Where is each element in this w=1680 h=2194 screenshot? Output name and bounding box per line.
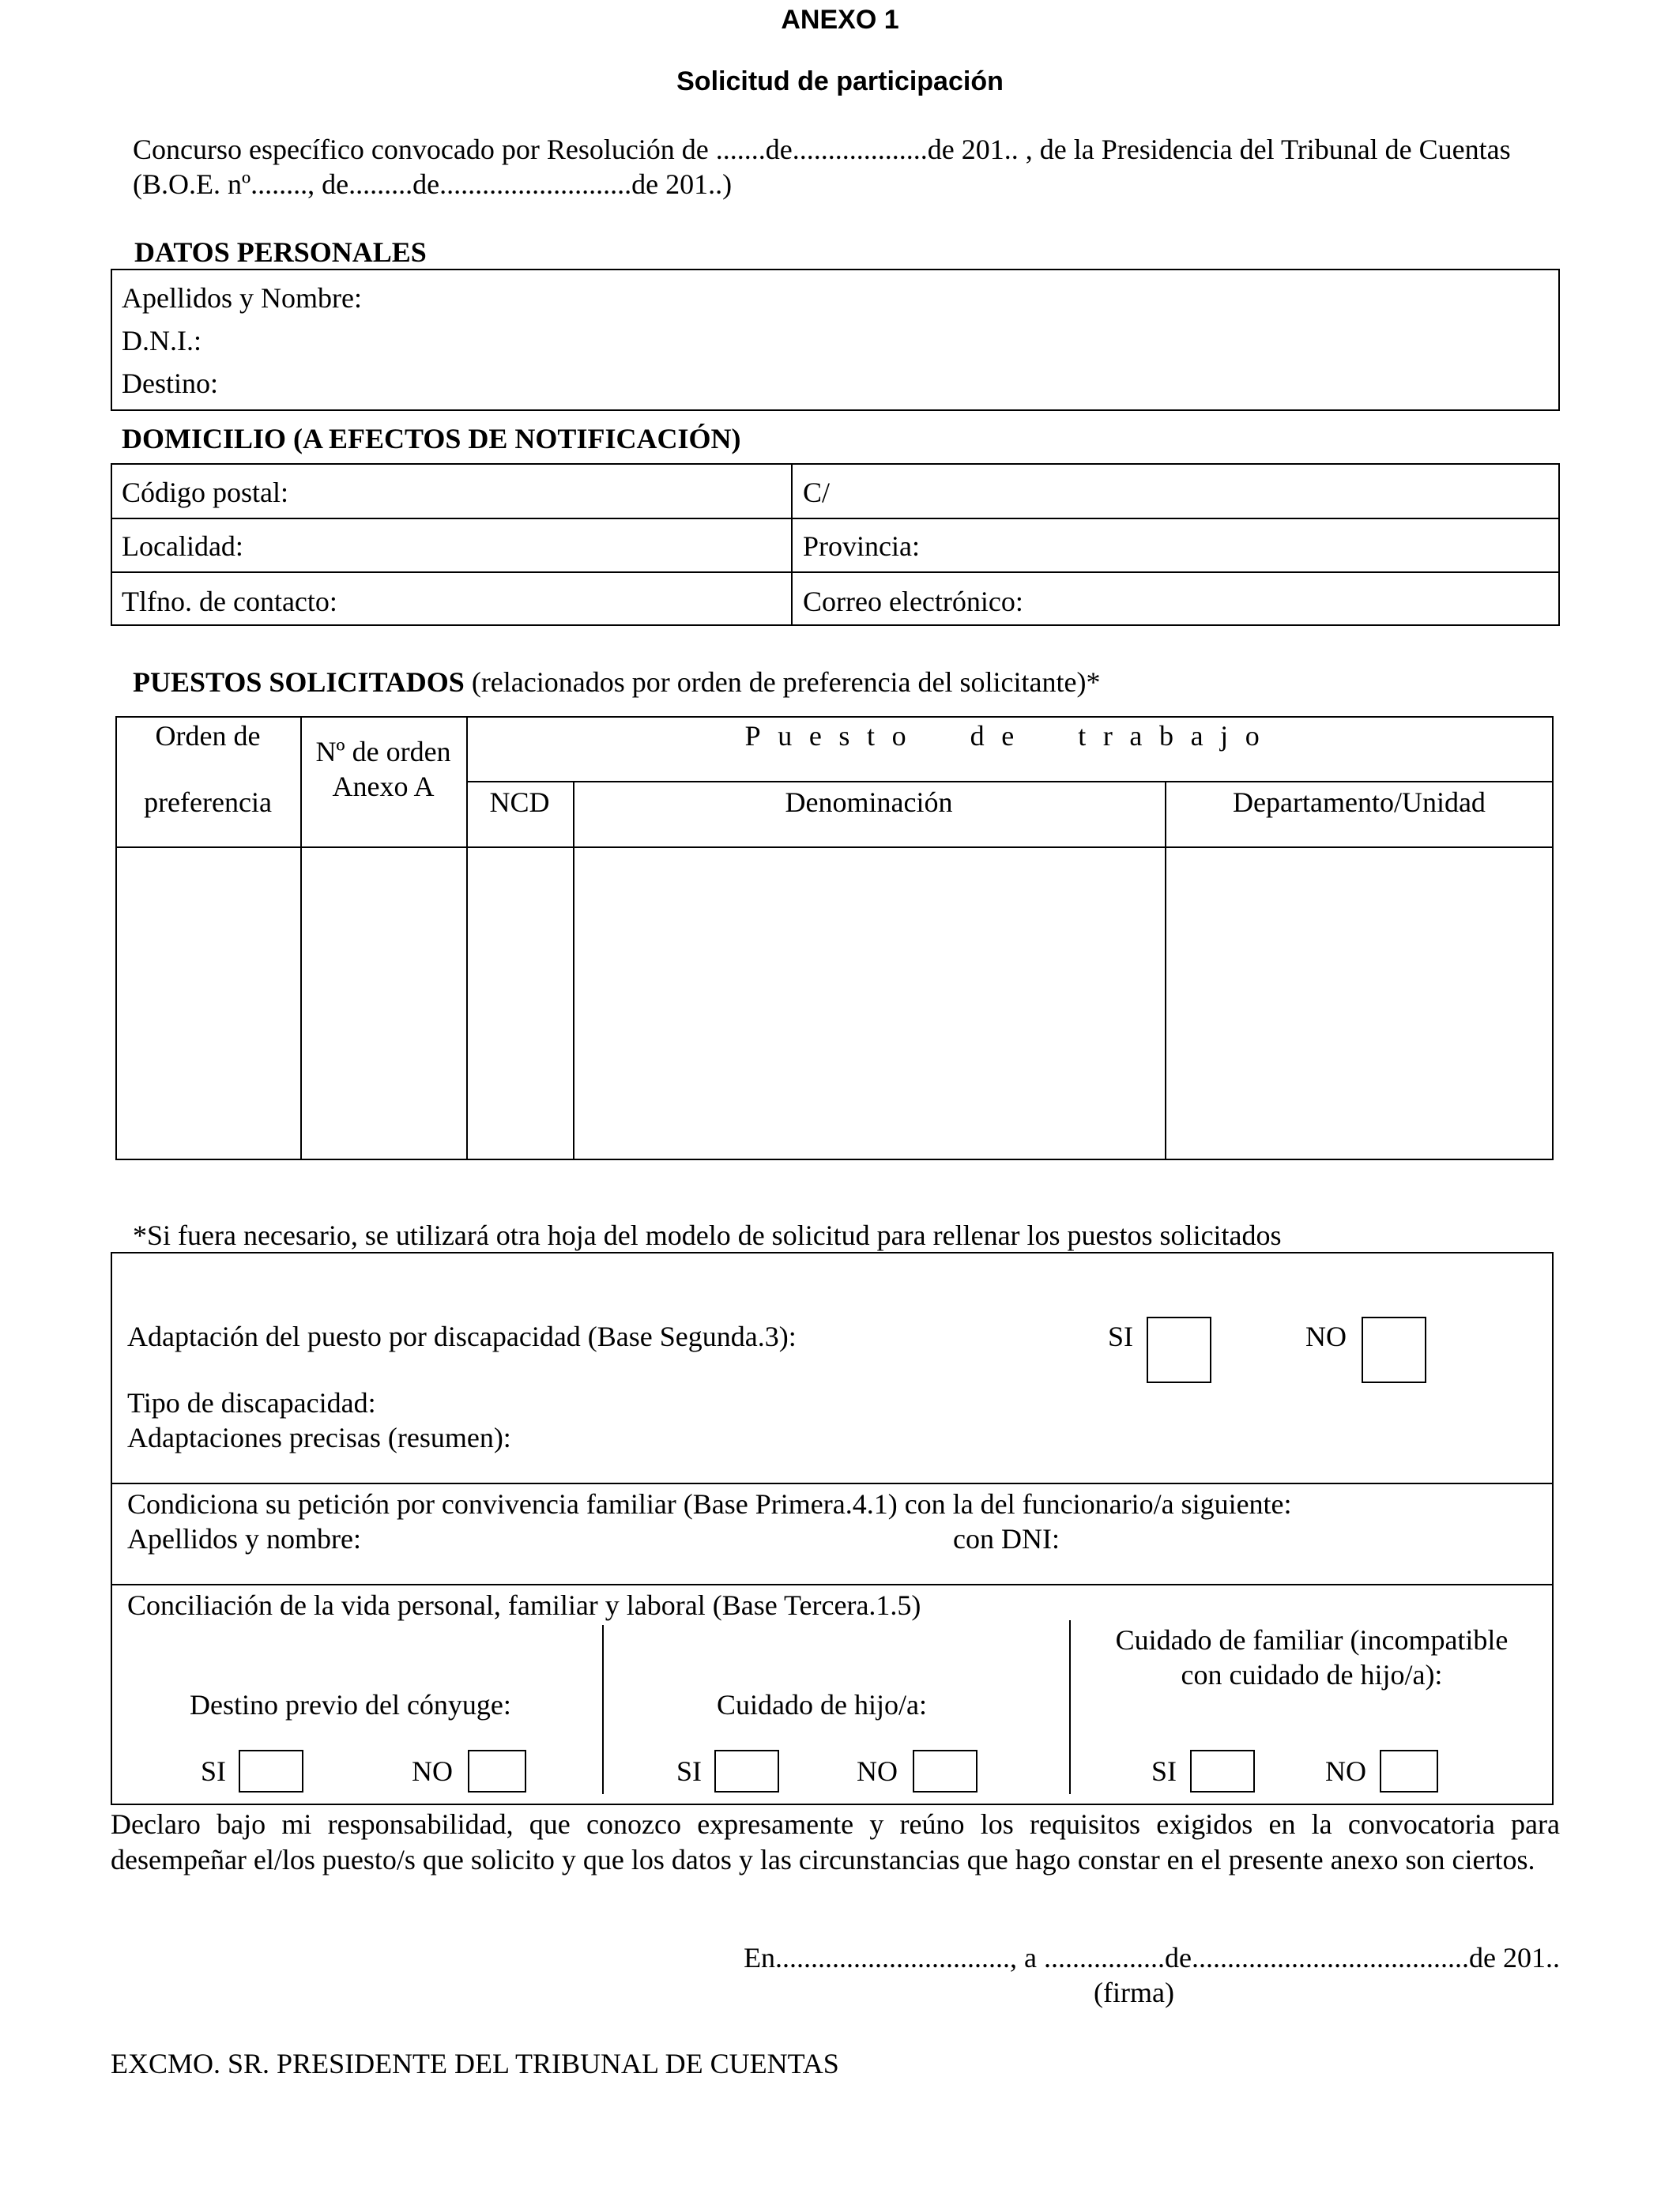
spouse-no-label: NO	[412, 1755, 453, 1787]
col-denomination: Denominación	[785, 786, 953, 818]
disability-type-label[interactable]: Tipo de discapacidad:	[127, 1387, 376, 1419]
spouse-destination-label: Destino previo del cónyuge:	[190, 1689, 511, 1721]
positions-title-rest: (relacionados por orden de preferencia del solicitante)*	[471, 666, 1101, 698]
personal-field-name[interactable]: Apellidos y Nombre:	[122, 282, 362, 314]
positions-title-bold: PUESTOS SOLICITADOS	[133, 666, 465, 698]
col-annex-line2: Anexo A	[332, 771, 435, 802]
personal-field-dni[interactable]: D.N.I.:	[122, 325, 202, 356]
personal-field-destination[interactable]: Destino:	[122, 368, 218, 399]
disability-adaptations-label[interactable]: Adaptaciones precisas (resumen):	[127, 1422, 511, 1453]
positions-footnote: *Si fuera necesario, se utilizará otra hoja del modelo de solicitud para rellenar los puestos solicitados	[133, 1220, 1282, 1251]
family-si-label: SI	[1151, 1755, 1177, 1787]
family-care-label-line1: Cuidado de familiar (incompatible	[1115, 1624, 1509, 1656]
disability-question: Adaptación del puesto por discapacidad (Base Segunda.3):	[127, 1321, 797, 1352]
conciliation-col-divider	[1069, 1620, 1071, 1794]
intro-line-1: Concurso específico convocado por Resolución de .......de...................de 201.. , de la Presidencia del Tribunal de Cuentas	[133, 134, 1511, 165]
form-subtitle: Solicitud de participación	[676, 66, 1004, 96]
col-group-position: Puesto de trabajo	[744, 720, 1277, 752]
family-no-label: NO	[1325, 1755, 1366, 1787]
email-field[interactable]: Correo electrónico:	[803, 586, 1023, 617]
domicile-row-divider	[111, 571, 1560, 573]
child-no-label: NO	[857, 1755, 898, 1787]
col-order-line1: Orden de	[155, 720, 261, 752]
postal-code-field[interactable]: Código postal:	[122, 477, 289, 508]
child-si-label: SI	[676, 1755, 703, 1787]
disability-si-label: SI	[1108, 1321, 1134, 1352]
child-si-checkbox[interactable]	[714, 1750, 779, 1793]
disability-no-checkbox[interactable]	[1362, 1317, 1426, 1383]
conciliation-col-divider	[602, 1625, 604, 1794]
conciliation-title: Conciliación de la vida personal, familiar y laboral (Base Tercera.1.5)	[127, 1589, 921, 1621]
addressee: EXCMO. SR. PRESIDENTE DEL TRIBUNAL DE CUENTAS	[111, 2048, 839, 2079]
family-si-checkbox[interactable]	[1190, 1750, 1255, 1793]
province-field[interactable]: Provincia:	[803, 530, 920, 562]
spouse-si-checkbox[interactable]	[239, 1750, 303, 1793]
positions-subheader-divider	[468, 781, 1554, 782]
locality-field[interactable]: Localidad:	[122, 530, 243, 562]
col-department: Departamento/Unidad	[1233, 786, 1486, 818]
personal-section-title: DATOS PERSONALES	[134, 236, 427, 268]
positions-entry-area[interactable]	[115, 846, 1554, 1160]
col-annex-line1: Nº de orden	[315, 736, 451, 767]
phone-field[interactable]: Tlfno. de contacto:	[122, 586, 337, 617]
annex-title: ANEXO 1	[781, 5, 899, 35]
signature-label: (firma)	[1094, 1977, 1174, 2008]
conditions-divider	[111, 1584, 1554, 1585]
family-no-checkbox[interactable]	[1380, 1750, 1438, 1793]
child-no-checkbox[interactable]	[913, 1750, 977, 1793]
spouse-no-checkbox[interactable]	[468, 1750, 526, 1793]
spouse-si-label: SI	[201, 1755, 227, 1787]
disability-no-label: NO	[1305, 1321, 1347, 1352]
cohabitation-dni-label[interactable]: con DNI:	[953, 1523, 1060, 1555]
intro-line-2: (B.O.E. nº........, de.........de...........................de 201..)	[133, 168, 733, 200]
cohabitation-name-label[interactable]: Apellidos y nombre:	[127, 1523, 361, 1555]
conditions-divider	[111, 1483, 1554, 1484]
col-ncd: NCD	[489, 786, 550, 818]
domicile-row-divider	[111, 518, 1560, 519]
domicile-col-divider	[791, 463, 793, 626]
street-field[interactable]: C/	[803, 477, 831, 508]
declaration-text: Declaro bajo mi responsabilidad, que conozco expresamente y reúno los requisitos exigidos en la convocatoria para desempeñar el/los puesto/s que solicito y que los datos y las circunstancias que hago constar en el presente anexo son ciertos.	[111, 1808, 1560, 1875]
positions-section-title	[133, 665, 1100, 699]
domicile-section-title: DOMICILIO (A EFECTOS DE NOTIFICACIÓN)	[122, 423, 741, 454]
col-order-line2: preferencia	[144, 786, 272, 818]
family-care-label-line2: con cuidado de hijo/a):	[1181, 1659, 1443, 1691]
child-care-label: Cuidado de hijo/a:	[717, 1689, 927, 1721]
cohabitation-line: Condiciona su petición por convivencia familiar (Base Primera.4.1) con la del funcionario/a siguiente:	[127, 1488, 1292, 1520]
disability-si-checkbox[interactable]	[1147, 1317, 1211, 1383]
place-date-line[interactable]: En................................., a .................de.......................................de 201..	[744, 1942, 1560, 1973]
